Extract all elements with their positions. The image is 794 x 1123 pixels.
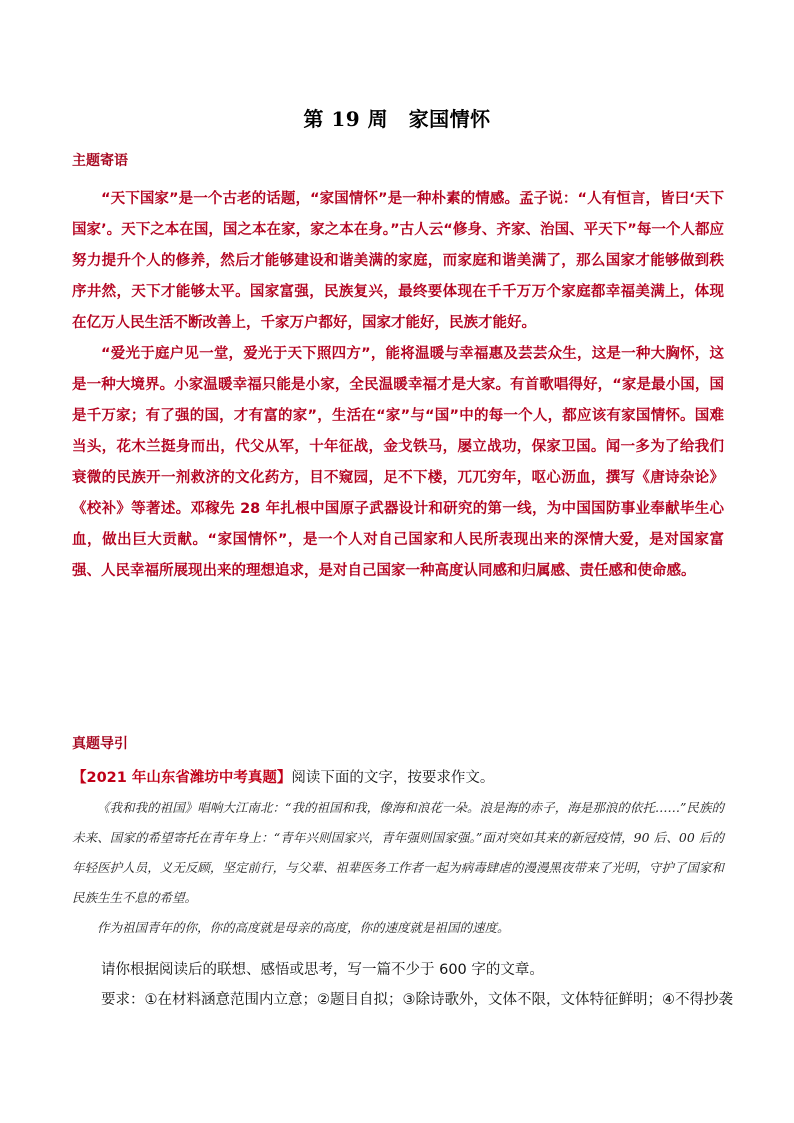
theme-section-label: 主题寄语 [72,153,128,169]
guide-section-label: 真题导引 [72,736,128,752]
exam-task: 请你根据阅读后的联想、感悟或思考，写一篇不少于 600 字的文章。 [101,962,544,978]
theme-paragraph-2: “爱光于庭户见一堂，爱光于天下照四方”，能将温暖与幸福惠及芸芸众生，这是一种大胸怀，这是一种大境界。小家温暖幸福只能是小家，全民温暖幸福才是大家。有首歌唱得好，“家是最小国，国是千万家；有了强的国，才有富的家”，生活在“家”与“国”中的每一个人，都应该有家国情怀。国难当头，花木兰挺身而出，代父从军，十年征战，金戈铁马，屡立战功，保家卫国。闻一多为了给我们衰微的民族开一剂救济的文化药方，目不窥园，足不下楼，兀兀穷年，呕心沥血，撰写《唐诗杂论》《校补》等著述。邓稼先 28 年扎根中国原子武器设计和研究的第一线，为中国国防事业奉献毕生心血，做出巨大贡献。“家国情怀”，是一个人对自己国家和人民所表现出来的深情大爱，是对国家富强、人民幸福所展现出来的理想追求，是对自己国家一种高度认同感和归属感、责任感和使命感。 [72,346,724,579]
theme-paragraph-1: “天下国家”是一个古老的话题，“家国情怀”是一种朴素的情感。孟子说：“人有恒言，皆曰‘天下国家’。天下之本在国，国之本在家，家之本在身。”古人云“修身、齐家、治国、平天下”每一个人都应努力提升个人的修养，然后才能够建设和谐美满的家庭，而家庭和谐美满了，那么国家才能够做到秩序井然，天下才能够太平。国家富强，民族复兴，最终要体现在千千万万个家庭都幸福美满上，体现在亿万人民生活不断改善上，千家万户都好，国家才能好，民族才能好。 [72,191,724,331]
exam-quote [72,793,724,943]
exam-task-block [72,955,733,1015]
exam-source-tag: 【2021 年山东省潍坊中考真题】 [72,770,292,786]
exam-instruction: 阅读下面的文字，按要求作文。 [291,770,495,786]
exam-prompt [72,766,724,787]
exam-requirements: 要求：①在材料涵意范围内立意；②题目自拟；③除诗歌外，文体不限，文体特征鲜明；④不得抄袭 [101,992,733,1008]
page-title: 第 19 周 家国情怀 [303,107,491,131]
quote-paragraph-1: 《我和我的祖国》唱响大江南北：“我的祖国和我，像海和浪花一朵。浪是海的赤子，海是那浪的依托……”民族的未来、国家的希望寄托在青年身上：“青年兴则国家兴，青年强则国家强。”面对突如其来的新冠疫情，90 后、00 后的年轻医护人员，义无反顾，坚定前行，与父辈、祖辈医务工作者一起为病毒肆虐的漫漫黑夜带来了光明，守护了国家和民族生生不息的希望。 [72,800,724,905]
theme-body [72,184,724,587]
quote-paragraph-2: 作为祖国青年的你，你的高度就是母亲的高度，你的速度就是祖国的速度。 [97,920,510,935]
